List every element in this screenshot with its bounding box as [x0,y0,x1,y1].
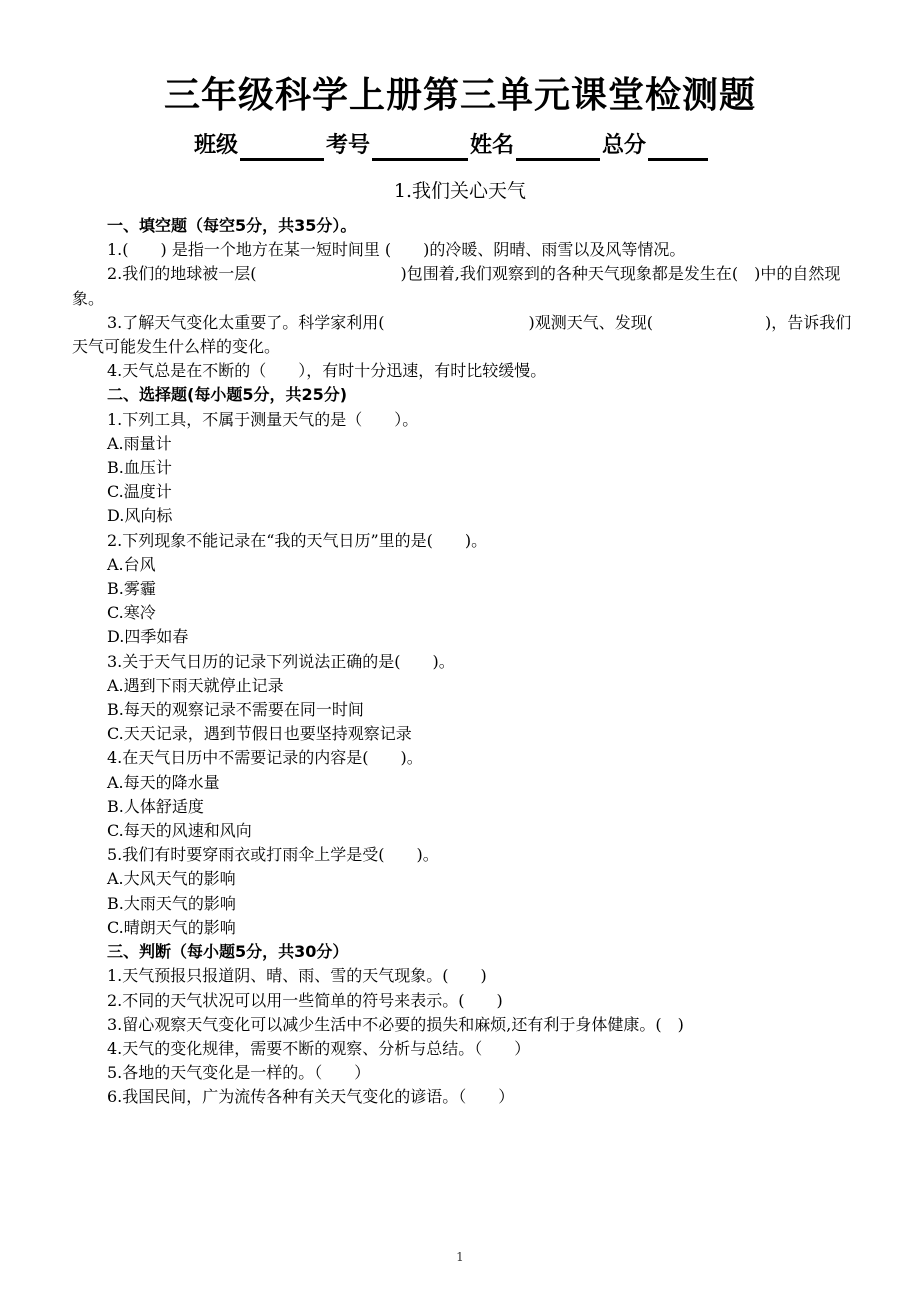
choice-question-5: 5.我们有时要穿雨衣或打雨伞上学是受( )。 [107,845,439,865]
choice-option: A.台风 [107,554,156,574]
choice-option: D.风向标 [107,506,173,526]
choice-option: A.遇到下雨天就停止记录 [107,675,284,695]
judge-question-4: 4.天气的变化规律，需要不断的观察、分析与总结。（ ） [107,1038,531,1058]
score-blank[interactable] [648,134,708,161]
choice-option: C.每天的风速和风向 [107,821,252,841]
choice-option: D.四季如春 [107,627,189,647]
section-heading-fill: 一、填空题（每空5分，共35分）。 [107,216,357,235]
choice-option: B.血压计 [107,458,172,478]
judge-question-1: 1.天气预报只报道阴、晴、雨、雪的天气现象。( ) [107,966,487,986]
question-content [72,214,862,1110]
number-blank[interactable] [372,134,468,161]
choice-option: C.晴朗天气的影响 [107,917,236,937]
page-title: 三年级科学上册第三单元课堂检测题 [163,75,756,116]
choice-option: B.人体舒适度 [107,796,204,816]
name-label: 姓名 [470,133,515,158]
choice-option: C.寒冷 [107,603,156,623]
section-heading-judge: 三、判断（每小题5分，共30分） [107,942,349,962]
choice-option: C.温度计 [107,482,172,502]
fill-question-3: 3.了解天气变化太重要了。科学家利用( )观测天气、发现( )，告诉我们天气可能发生什么样的变化。 [72,312,852,357]
choice-question-4: 4.在天气日历中不需要记录的内容是( )。 [107,748,423,768]
choice-option: A.大风天气的影响 [107,869,236,889]
choice-option: C.天天记录，遇到节假日也要坚持观察记录 [107,724,412,744]
choice-option: A.雨量计 [107,433,172,453]
fill-question-1: 1.( ) 是指一个地方在某一短时间里 ( )的冷暖、阴晴、雨雪以及风等情况。 [107,240,686,260]
student-info-line [194,127,710,161]
choice-question-2: 2.下列现象不能记录在“我的天气日历”里的是( )。 [107,530,488,550]
class-label: 班级 [194,133,239,158]
judge-question-5: 5.各地的天气变化是一样的。（ ） [107,1063,371,1083]
fill-question-4: 4.天气总是在不断的（ ），有时十分迅速，有时比较缓慢。 [107,361,547,381]
fill-question-2: 2.我们的地球被一层( )包围着,我们观察到的各种天气现象都是发生在( )中的自然现象。 [72,264,841,308]
lesson-subtitle: 1.我们关心天气 [393,180,527,202]
choice-question-1: 1.下列工具，不属于测量天气的是（ ）。 [107,409,419,429]
choice-option: A.每天的降水量 [107,772,220,792]
choice-option: B.大雨天气的影响 [107,893,236,913]
judge-question-3: 3.留心观察天气变化可以减少生活中不必要的损失和麻烦,还有利于身体健康。( ) [107,1014,684,1034]
number-label: 考号 [326,133,371,158]
name-blank[interactable] [516,134,600,161]
judge-question-2: 2.不同的天气状况可以用一些简单的符号来表示。( ) [107,990,503,1010]
score-label: 总分 [602,133,647,158]
choice-option: B.雾霾 [107,579,156,599]
page-number: 1 [456,1250,464,1264]
class-blank[interactable] [240,134,324,161]
judge-question-6: 6.我国民间，广为流传各种有关天气变化的谚语。（ ） [107,1087,515,1107]
section-heading-choice: 二、选择题(每小题5分，共25分) [107,385,348,405]
choice-question-3: 3.关于天气日历的记录下列说法正确的是( )。 [107,651,455,671]
choice-option: B.每天的观察记录不需要在同一时间 [107,700,364,720]
